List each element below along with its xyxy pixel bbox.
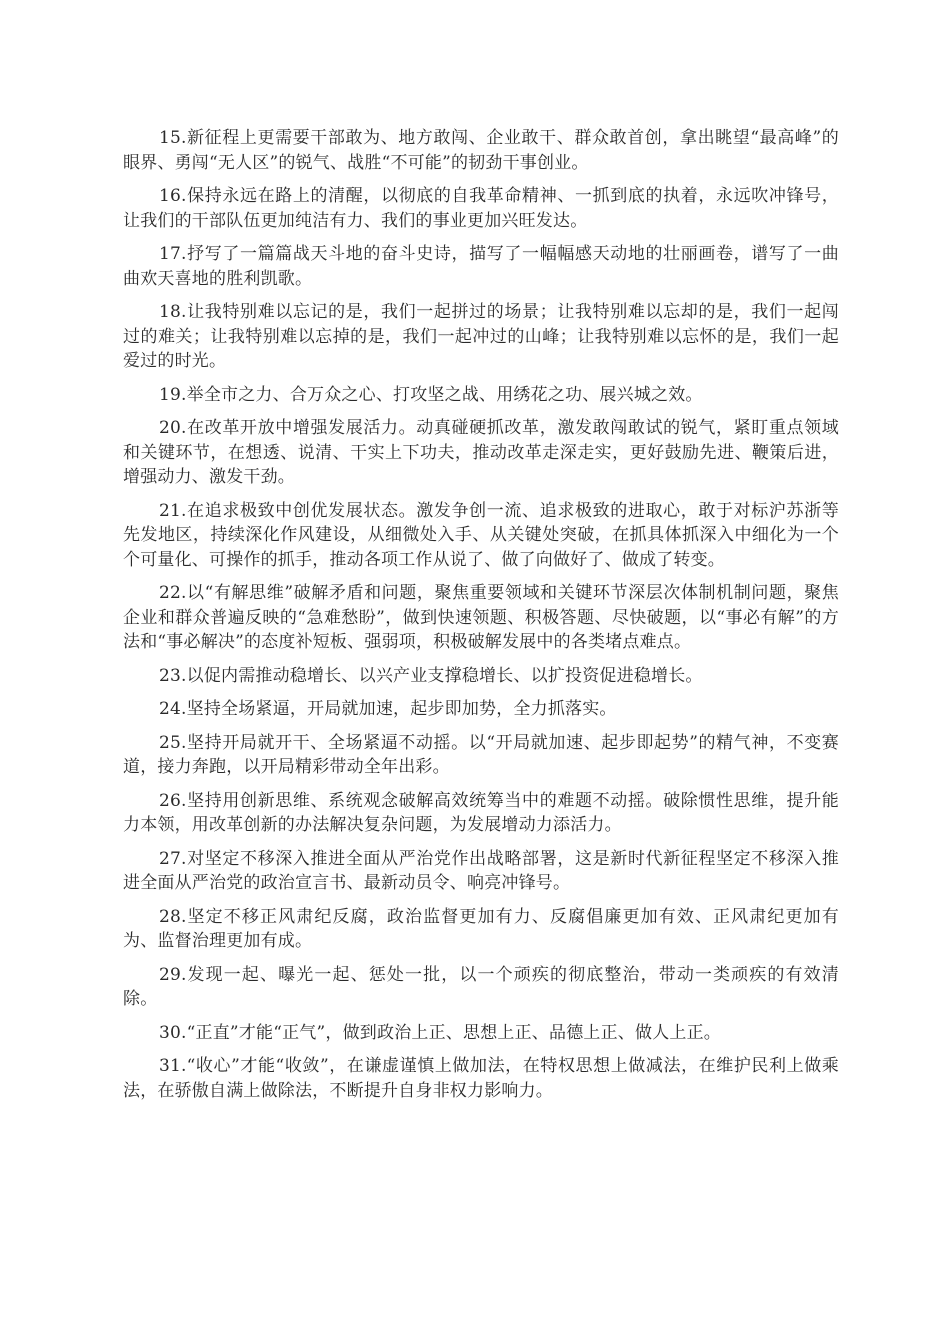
paragraph-26: 26.坚持用创新思维、系统观念破解高效统筹当中的难题不动摇。破除惯性思维，提升能力本领，用改革创新的办法解决复杂问题，为发展增动力添活力。 (123, 790, 839, 835)
paragraph-25: 25.坚持开局就开干、全场紧逼不动摇。以“开局就加速、起步即起势”的精气神，不变赛道，接力奔跑，以开局精彩带动全年出彩。 (123, 732, 839, 777)
document-page (123, 126, 839, 1112)
paragraph-17: 17.抒写了一篇篇战天斗地的奋斗史诗，描写了一幅幅感天动地的壮丽画卷，谱写了一曲曲欢天喜地的胜利凯歌。 (123, 244, 839, 289)
paragraph-20: 20.在改革开放中增强发展活力。动真碰硬抓改革，激发敢闯敢试的锐气，紧盯重点领域和关键环节，在想透、说清、干实上下功夫，推动改革走深走实，更好鼓励先进、鞭策后进，增强动力、激发干劲。 (123, 418, 839, 487)
paragraph-29: 29.发现一起、曝光一起、惩处一批，以一个顽疾的彻底整治，带动一类顽疾的有效清除。 (123, 964, 839, 1009)
paragraph-15: 15.新征程上更需要干部敢为、地方敢闯、企业敢干、群众敢首创，拿出眺望“最高峰”的眼界、勇闯“无人区”的锐气、战胜“不可能”的韧劲干事创业。 (123, 128, 839, 173)
paragraph-27: 27.对坚定不移深入推进全面从严治党作出战略部署，这是新时代新征程坚定不移深入推进全面从严治党的政治宣言书、最新动员令、响亮冲锋号。 (123, 848, 839, 893)
paragraph-18: 18.让我特别难以忘记的是，我们一起拼过的场景；让我特别难以忘却的是，我们一起闯过的难关；让我特别难以忘掉的是，我们一起冲过的山峰；让我特别难以忘怀的是，我们一起爱过的时光。 (123, 302, 839, 371)
paragraph-23: 23.以促内需推动稳增长、以兴产业支撑稳增长、以扩投资促进稳增长。 (159, 665, 703, 686)
paragraph-28: 28.坚定不移正风肃纪反腐，政治监督更加有力、反腐倡廉更加有效、正风肃纪更加有为、监督治理更加有成。 (123, 906, 839, 951)
paragraph-30: 30.“正直”才能“正气”，做到政治上正、思想上正、品德上正、做人上正。 (159, 1022, 721, 1043)
paragraph-16: 16.保持永远在路上的清醒，以彻底的自我革命精神、一抓到底的执着，永远吹冲锋号，让我们的干部队伍更加纯洁有力、我们的事业更加兴旺发达。 (123, 186, 839, 231)
paragraph-22: 22.以“有解思维”破解矛盾和问题，聚焦重要领域和关键环节深层次体制机制问题，聚焦企业和群众普遍反映的“急难愁盼”，做到快速领题、积极答题、尽快破题，以“事必有解”的方法和“事必解决”的态度补短板、强弱项，积极破解发展中的各类堵点难点。 (123, 583, 839, 652)
paragraph-19: 19.举全市之力、合万众之心、打攻坚之战、用绣花之功、展兴城之效。 (159, 384, 703, 405)
paragraph-21: 21.在追求极致中创优发展状态。激发争创一流、追求极致的进取心，敢于对标沪苏浙等先发地区，持续深化作风建设，从细微处入手、从关键处突破，在抓具体抓深入中细化为一个个可量化、可操作的抓手，推动各项工作从说了、做了向做好了、做成了转变。 (123, 500, 839, 570)
paragraph-24: 24.坚持全场紧逼，开局就加速，起步即加势，全力抓落实。 (159, 699, 617, 719)
paragraph-31: 31.“收心”才能“收敛”，在谦虚谨慎上做加法，在特权思想上做减法，在维护民利上做乘法，在骄傲自满上做除法，不断提升自身非权力影响力。 (123, 1056, 839, 1101)
